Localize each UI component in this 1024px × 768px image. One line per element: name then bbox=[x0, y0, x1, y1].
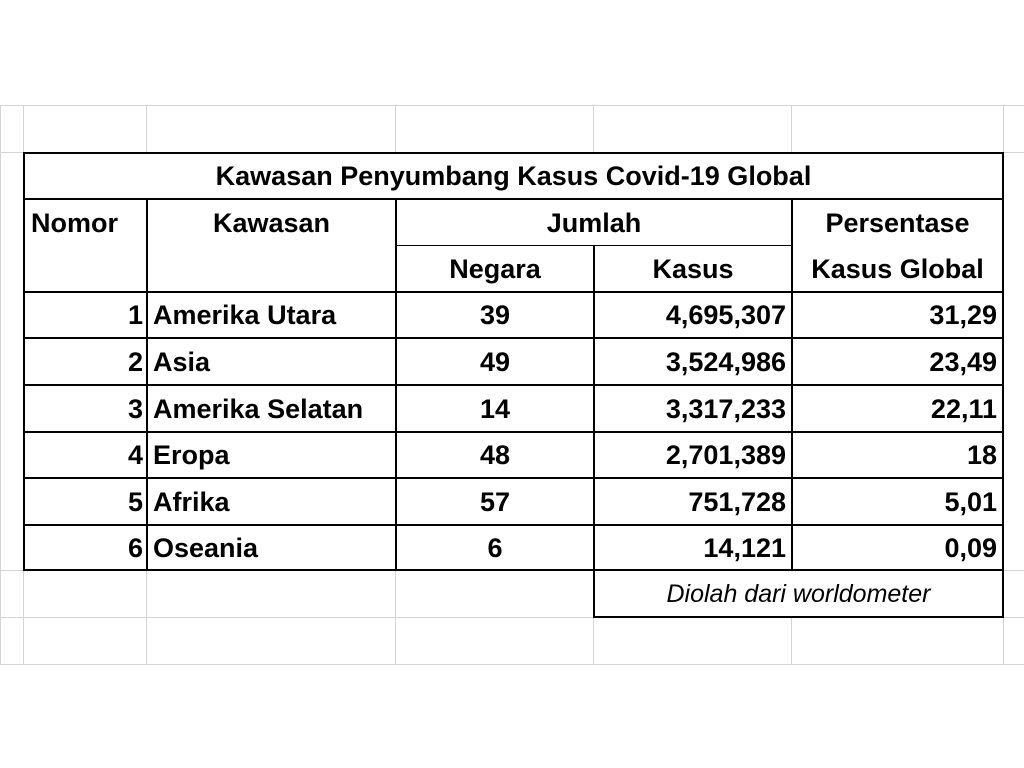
cell-kasus: 14,121 bbox=[703, 532, 786, 563]
cell-kasus: 2,701,389 bbox=[665, 440, 786, 470]
table-title: Kawasan Penyumbang Kasus Covid-19 Global bbox=[215, 161, 812, 191]
cell-kawasan: Amerika Utara bbox=[153, 300, 337, 330]
cell-negara: 39 bbox=[479, 300, 511, 330]
header-kawasan: Kawasan bbox=[212, 207, 331, 238]
cell-negara: 49 bbox=[479, 346, 511, 377]
header-nomor: Nomor bbox=[31, 207, 118, 238]
cell-kasus: 3,524,986 bbox=[665, 346, 786, 377]
cell-kasus: 751,728 bbox=[688, 486, 786, 517]
cell-nomor: 5 bbox=[127, 486, 143, 517]
header-negara: Negara bbox=[449, 253, 541, 284]
cell-kawasan: Eropa bbox=[153, 440, 230, 470]
cell-persen: 31,29 bbox=[929, 300, 997, 330]
cell-negara: 57 bbox=[479, 486, 511, 517]
header-kasus: Kasus bbox=[652, 253, 734, 284]
cell-negara: 48 bbox=[479, 440, 511, 470]
cell-nomor: 4 bbox=[127, 440, 143, 470]
header-jumlah: Jumlah bbox=[546, 207, 642, 238]
cell-kawasan: Oseania bbox=[153, 532, 259, 563]
cell-negara: 6 bbox=[487, 532, 503, 563]
cell-persen: 23,49 bbox=[929, 346, 997, 377]
cell-kasus: 4,695,307 bbox=[665, 300, 786, 330]
cell-persen: 0,09 bbox=[944, 532, 997, 563]
header-kasus-global: Kasus Global bbox=[811, 253, 984, 284]
cell-persen: 5,01 bbox=[944, 486, 997, 517]
cell-nomor: 3 bbox=[127, 393, 143, 424]
grid-row-line bbox=[0, 664, 1024, 665]
cell-kawasan: Asia bbox=[153, 346, 211, 377]
cell-nomor: 2 bbox=[127, 346, 143, 377]
cell-persen: 22,11 bbox=[930, 393, 997, 424]
header-persentase: Persentase bbox=[825, 207, 970, 238]
grid-row-line bbox=[0, 105, 1024, 106]
cell-nomor: 1 bbox=[127, 300, 143, 330]
cell-nomor: 6 bbox=[127, 532, 143, 563]
cell-negara: 14 bbox=[479, 393, 511, 424]
cell-kawasan: Amerika Selatan bbox=[153, 393, 364, 424]
source-note: Diolah dari worldometer bbox=[666, 580, 931, 608]
cell-kasus: 3,317,233 bbox=[665, 393, 786, 424]
cell-kawasan: Afrika bbox=[153, 486, 230, 517]
cell-persen: 18 bbox=[966, 440, 997, 470]
